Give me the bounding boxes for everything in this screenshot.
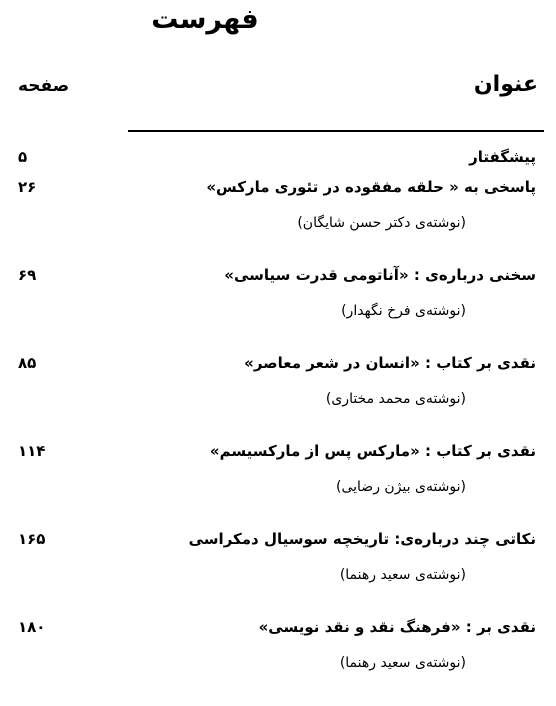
toc-entry-title: سخنی درباره‌ی : «آناتومی قدرت سیاسی» xyxy=(224,266,536,284)
toc-entry-title: نقدی بر کتاب : «انسان در شعر معاصر» xyxy=(244,354,536,372)
toc-entry-page: ۵ xyxy=(18,148,28,166)
header-divider xyxy=(128,130,544,132)
toc-entry-page: ۱۶۵ xyxy=(18,530,46,548)
toc-entry xyxy=(18,618,536,706)
toc-entry-author: (نوشته‌ی فرخ نگهدار) xyxy=(341,303,466,319)
toc-entry xyxy=(18,530,536,618)
toc-entry-title: نقدی بر کتاب : «مارکس پس از مارکسیسم» xyxy=(209,442,536,460)
toc-entry-title: پیشگفتار xyxy=(469,148,536,166)
toc-entry-page: ۶۹ xyxy=(18,266,37,284)
column-header-page: صفحه xyxy=(18,76,70,96)
toc-entry-author: (نوشته‌ی سعید رهنما) xyxy=(339,655,466,671)
toc-entry-author: (نوشته‌ی محمد مختاری) xyxy=(325,391,466,407)
toc-entry-page: ۲۶ xyxy=(18,178,37,196)
toc-entry-title: پاسخی به « حلقه مفقوده در تئوری مارکس» xyxy=(206,178,536,196)
page-title: فهرست xyxy=(151,4,259,35)
toc-entry xyxy=(18,178,536,266)
toc-entry-author: (نوشته‌ی بیژن رضایی) xyxy=(336,479,466,495)
toc-entry-title: نکاتی چند درباره‌ی: تاریخچه سوسیال دمکراسی xyxy=(188,530,536,548)
toc-entry-preface xyxy=(18,148,536,178)
toc-entry xyxy=(18,266,536,354)
column-header-title: عنوان xyxy=(473,72,538,97)
toc-entry-page: ۱۱۴ xyxy=(18,442,46,460)
toc-entry-author: (نوشته‌ی دکتر حسن شایگان) xyxy=(297,215,466,231)
toc-entry-author: (نوشته‌ی سعید رهنما) xyxy=(339,567,466,583)
toc-entry-page: ۸۵ xyxy=(18,354,37,372)
toc-entry xyxy=(18,442,536,530)
toc-list xyxy=(18,148,536,706)
toc-entry xyxy=(18,354,536,442)
toc-entry-title: نقدی بر : «فرهنگ نقد و نقد نویسی» xyxy=(258,618,536,636)
toc-entry-page: ۱۸۰ xyxy=(18,618,46,636)
